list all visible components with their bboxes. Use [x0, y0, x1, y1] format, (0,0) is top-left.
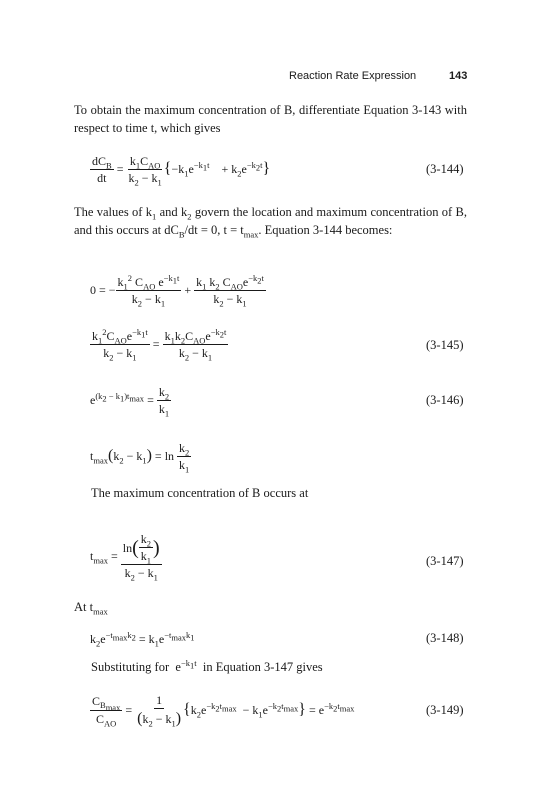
equation-number-3-146: (3-146): [426, 393, 464, 407]
paragraph-maximum: The maximum concentration of B occurs at: [91, 486, 309, 500]
fraction-log-argument: $\frac{k_2}{k_1}$: [179, 440, 190, 474]
paragraph-at-tmax: At $t_{max}$: [74, 600, 108, 617]
equation-number-3-148: (3-148): [426, 631, 464, 645]
equation-number-3-145: (3-145): [426, 338, 464, 352]
equation-tmax-log: $t_{max}$ ( $k_2 - k_1$ ) = ln $\frac{k_2}{k_1}$: [90, 440, 190, 474]
fraction-left-3-145: $\frac{k_1^2C_{AO}e^{-k_1t}}{k_2 - k_1}$: [92, 326, 148, 362]
equation-3-149: $\frac{C_{B_{max}}}{C_{AO}}$ = $\frac{1}{(k_2 - k_1)}$ { $k_2e^{-k_2t_{max}} - k_1e^{-k_2t_{max}}$ } = $e^{-k_2t_{max}}$: [92, 692, 355, 729]
fraction-first-term: $\frac{k_1^2 C_{AO} e^{-k_1t}}{k_2 - k_1}$: [117, 272, 180, 308]
fraction-tmax: ln ( $\frac{k_2}{k_1}$ ) $k_2 - k_1$: [122, 532, 160, 583]
paragraph-substitution: Substituting for $e^{-k_1t}$ in Equation 3-147 gives: [91, 657, 323, 674]
fraction-k1cao-over-k2-minus-k1: $\frac{k_1C_{AO}}{k_2 - k_1}$: [128, 153, 162, 187]
fraction-second-term: $\frac{k_1 k_2 C_{AO}e^{-k_2t}}{k_2 - k_1}$: [196, 272, 264, 308]
equation-number-3-144: (3-144): [426, 162, 464, 176]
equation-3-148: $k_2e^{-t_{max}k_2} = k_1e^{-t_{max}k_1}$: [90, 630, 195, 649]
running-title: Reaction Rate Expression: [289, 70, 417, 82]
page-number: 143: [449, 70, 468, 82]
equation-3-147: $t_{max}$ = ln ( $\frac{k_2}{k_1}$ ) $k_2 - k_1$: [90, 532, 160, 583]
equation-3-145: $\frac{k_1^2C_{AO}e^{-k_1t}}{k_2 - k_1}$ = $\frac{k_1k_2C_{AO}e^{-k_2t}}{k_2 - k_1}$: [92, 326, 227, 362]
fraction-dcb-dt: $\frac{dC_B}{dt}$: [92, 153, 112, 185]
fraction-cbmax-over-cao: $\frac{C_{B_{max}}}{C_{AO}}$: [92, 693, 121, 729]
equation-zero-derivative: 0 = − $\frac{k_1^2 C_{AO} e^{-k_1t}}{k_2 - k_1}$ + $\frac{k_1 k_2 C_{AO}e^{-k_2t}}{k_2 - k_1}$: [90, 272, 264, 308]
equation-3-146: $e^{(k_2 - k_1)t_{max}}$ = $\frac{k_2}{k_1}$: [90, 384, 170, 418]
paragraph-condition: The values of $k_1$ and $k_2$ govern the location and maximum concentration of B, and this occurs at $dC_B/dt = 0$, $t = t_{max}$. Equation 3-144 becomes:: [74, 205, 467, 240]
fraction-k2-over-k1: $\frac{k_2}{k_1}$: [158, 384, 170, 418]
equation-3-144: $\frac{dC_B}{dt}$ = $\frac{k_1C_{AO}}{k_2 - k_1}$ { $-k_1e^{-k_1t} + k_2e^{-k_2t}$ }: [92, 153, 271, 187]
fraction-one-over-k2-minus-k1: $\frac{1}{(k_2 - k_1)}$: [137, 692, 182, 728]
paragraph-intro: To obtain the maximum concentration of B, differentiate Equation 3-143 with respect to time t, which gives: [74, 103, 467, 135]
fraction-right-3-145: $\frac{k_1k_2C_{AO}e^{-k_2t}}{k_2 - k_1}$: [164, 326, 227, 362]
equation-number-3-147: (3-147): [426, 554, 464, 568]
equation-number-3-149: (3-149): [426, 703, 464, 717]
